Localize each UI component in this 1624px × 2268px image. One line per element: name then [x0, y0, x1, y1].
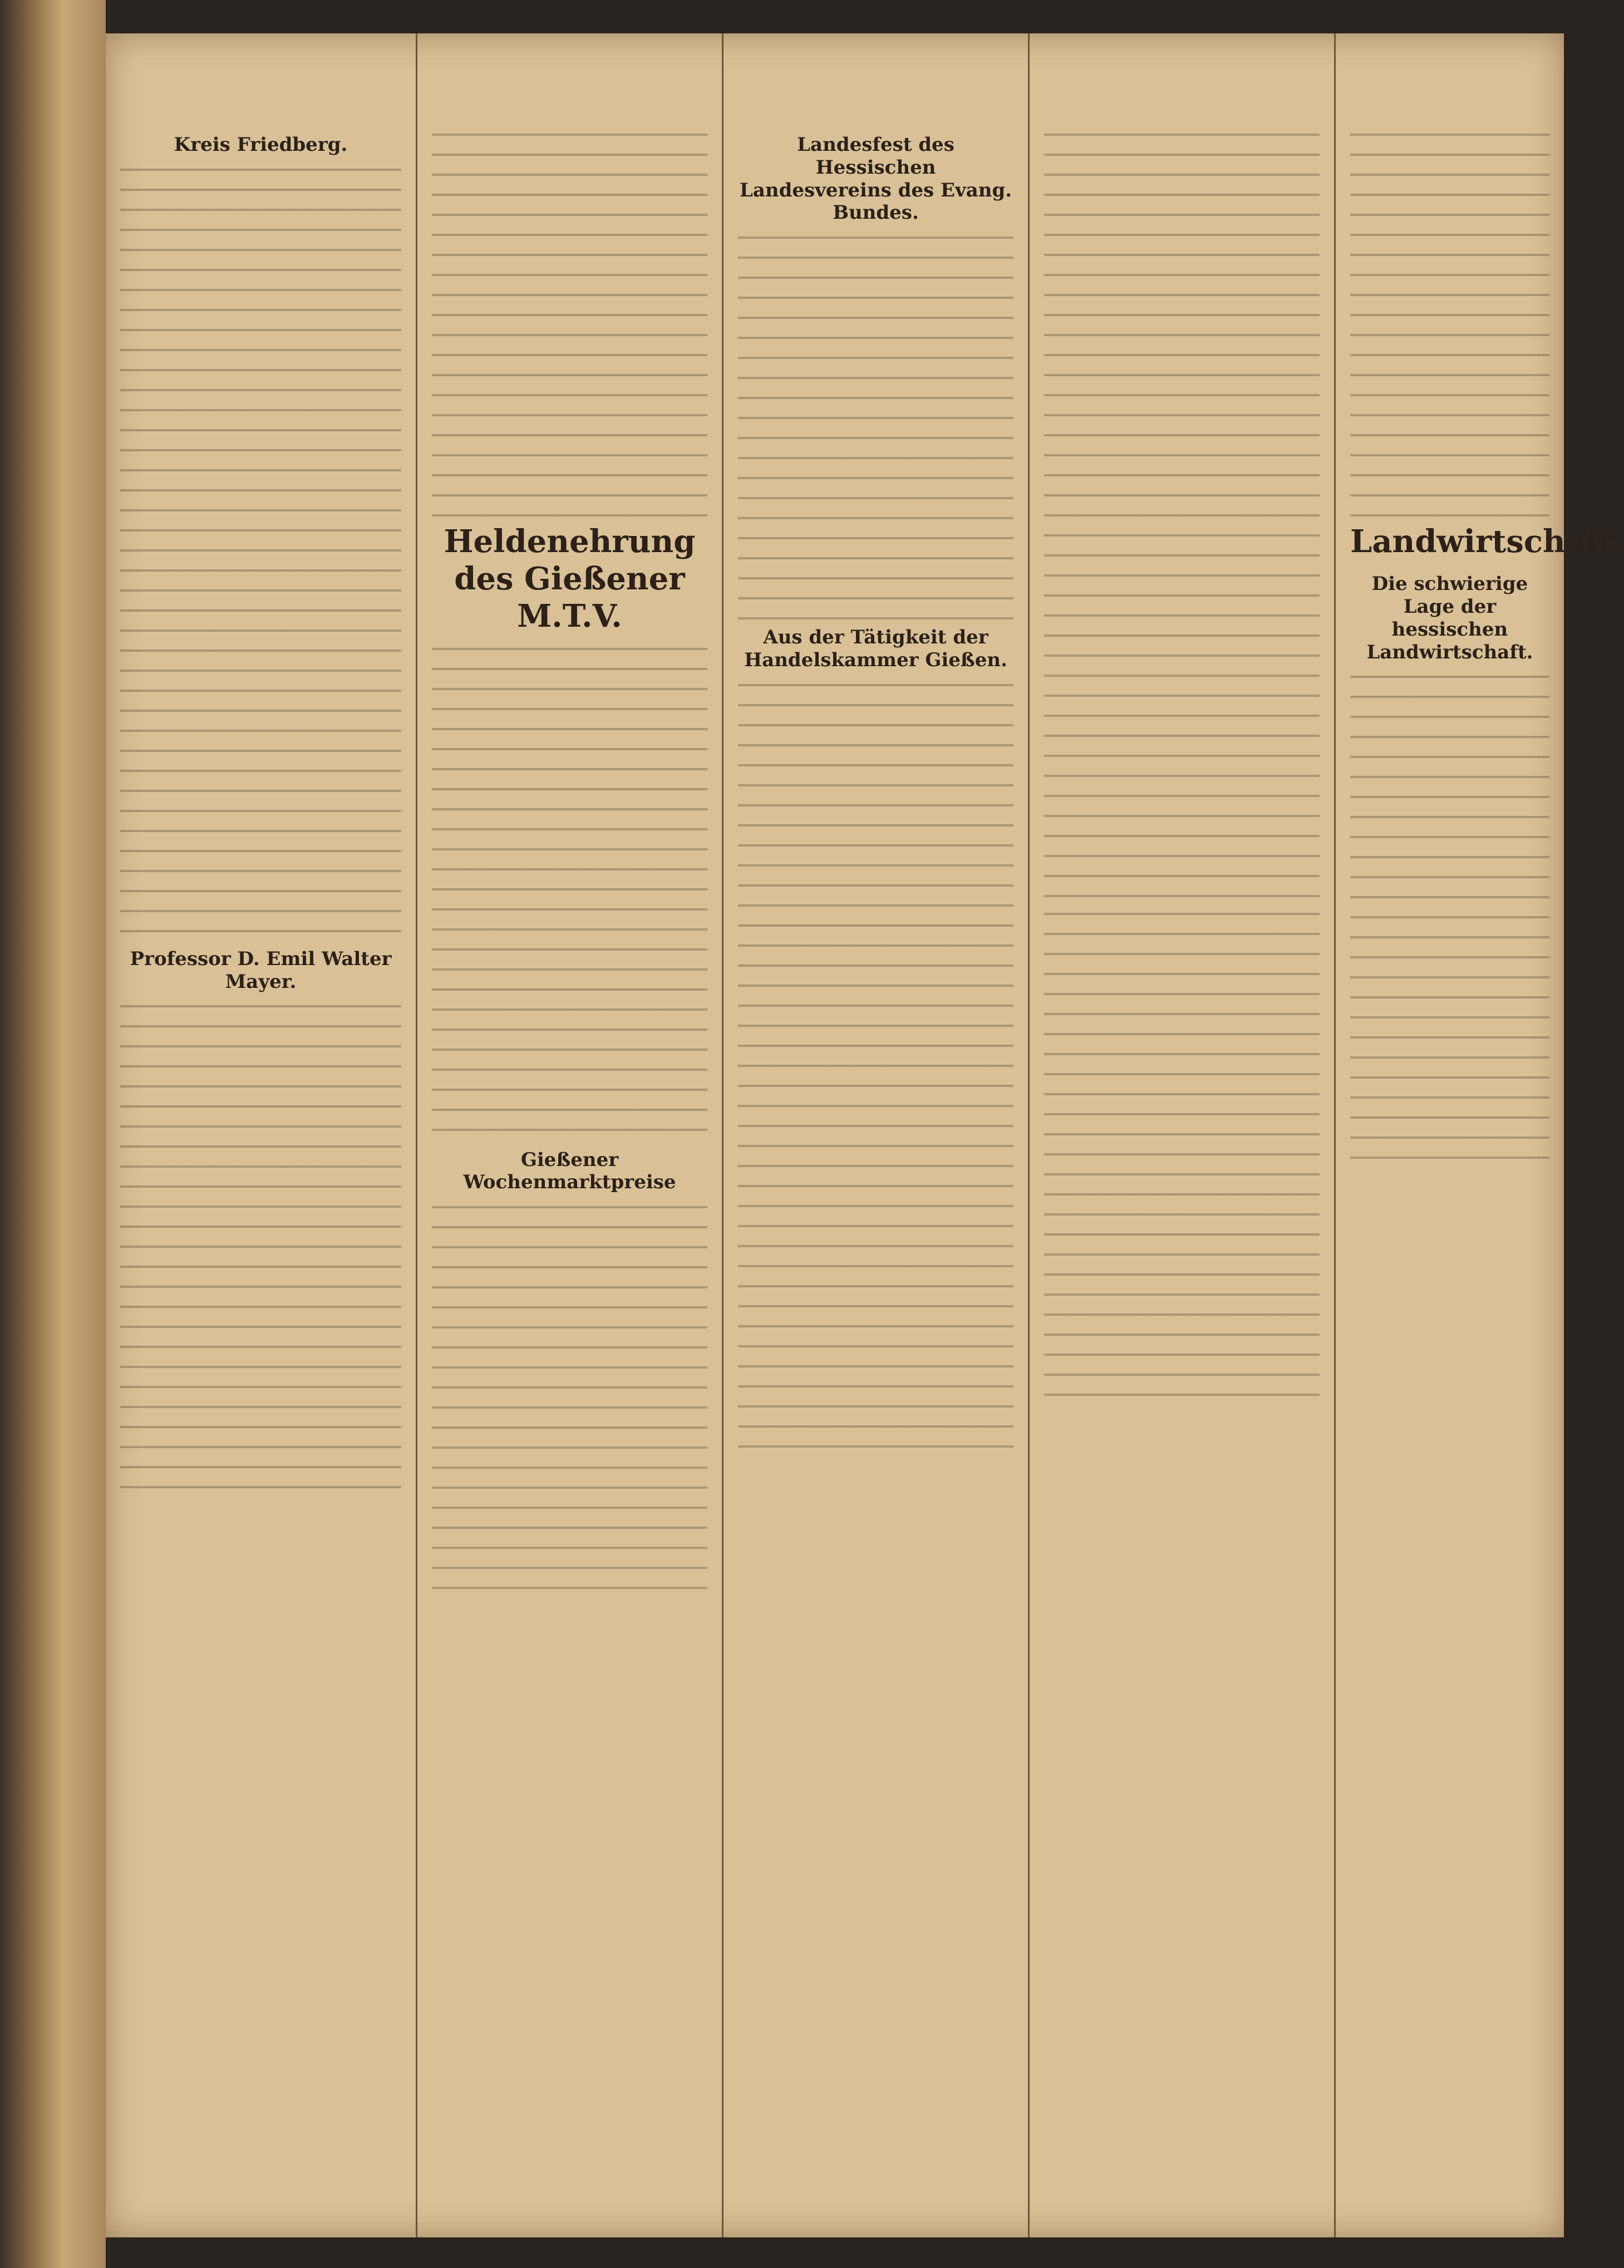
article-body [1350, 676, 1549, 1177]
headline-wochenmarkt: Gießener Wochenmarktpreise [463, 1148, 676, 1194]
article-body [1350, 134, 1549, 523]
article-body [1044, 134, 1320, 913]
headline-kreis-friedberg: Kreis Friedberg. [174, 134, 348, 156]
column-3 [724, 33, 1030, 2237]
column-2 [417, 33, 724, 2237]
headline-heldenehrung: Heldenehrung des Gießener M.T.V. [444, 523, 696, 635]
column-5 [1336, 33, 1624, 2237]
article-body [432, 1206, 707, 1596]
article-body [432, 648, 707, 1149]
article-body [738, 237, 1013, 626]
article-body [1044, 913, 1320, 1414]
book-binding [0, 0, 106, 2268]
newspaper-page [106, 33, 1624, 2237]
column-1 [106, 33, 417, 2237]
headline-landwirtschaft: Landwirtschaft. [1350, 523, 1624, 560]
article-body [738, 684, 1013, 1463]
article-body [432, 134, 707, 523]
column-4 [1030, 33, 1336, 2237]
headline-landesfest: Landesfest des Hessischen Landesvereins des Evang. Bundes. [739, 134, 1012, 224]
article-body [120, 1005, 401, 1506]
headline-handelskammer: Aus der Tätigkeit der Handelskammer Gießen. [744, 626, 1007, 671]
headline-lage: Die schwierige Lage der hessischen Landwirtschaft. [1366, 573, 1533, 663]
headline-mayer: Professor D. Emil Walter Mayer. [130, 947, 392, 993]
article-body [120, 169, 401, 948]
